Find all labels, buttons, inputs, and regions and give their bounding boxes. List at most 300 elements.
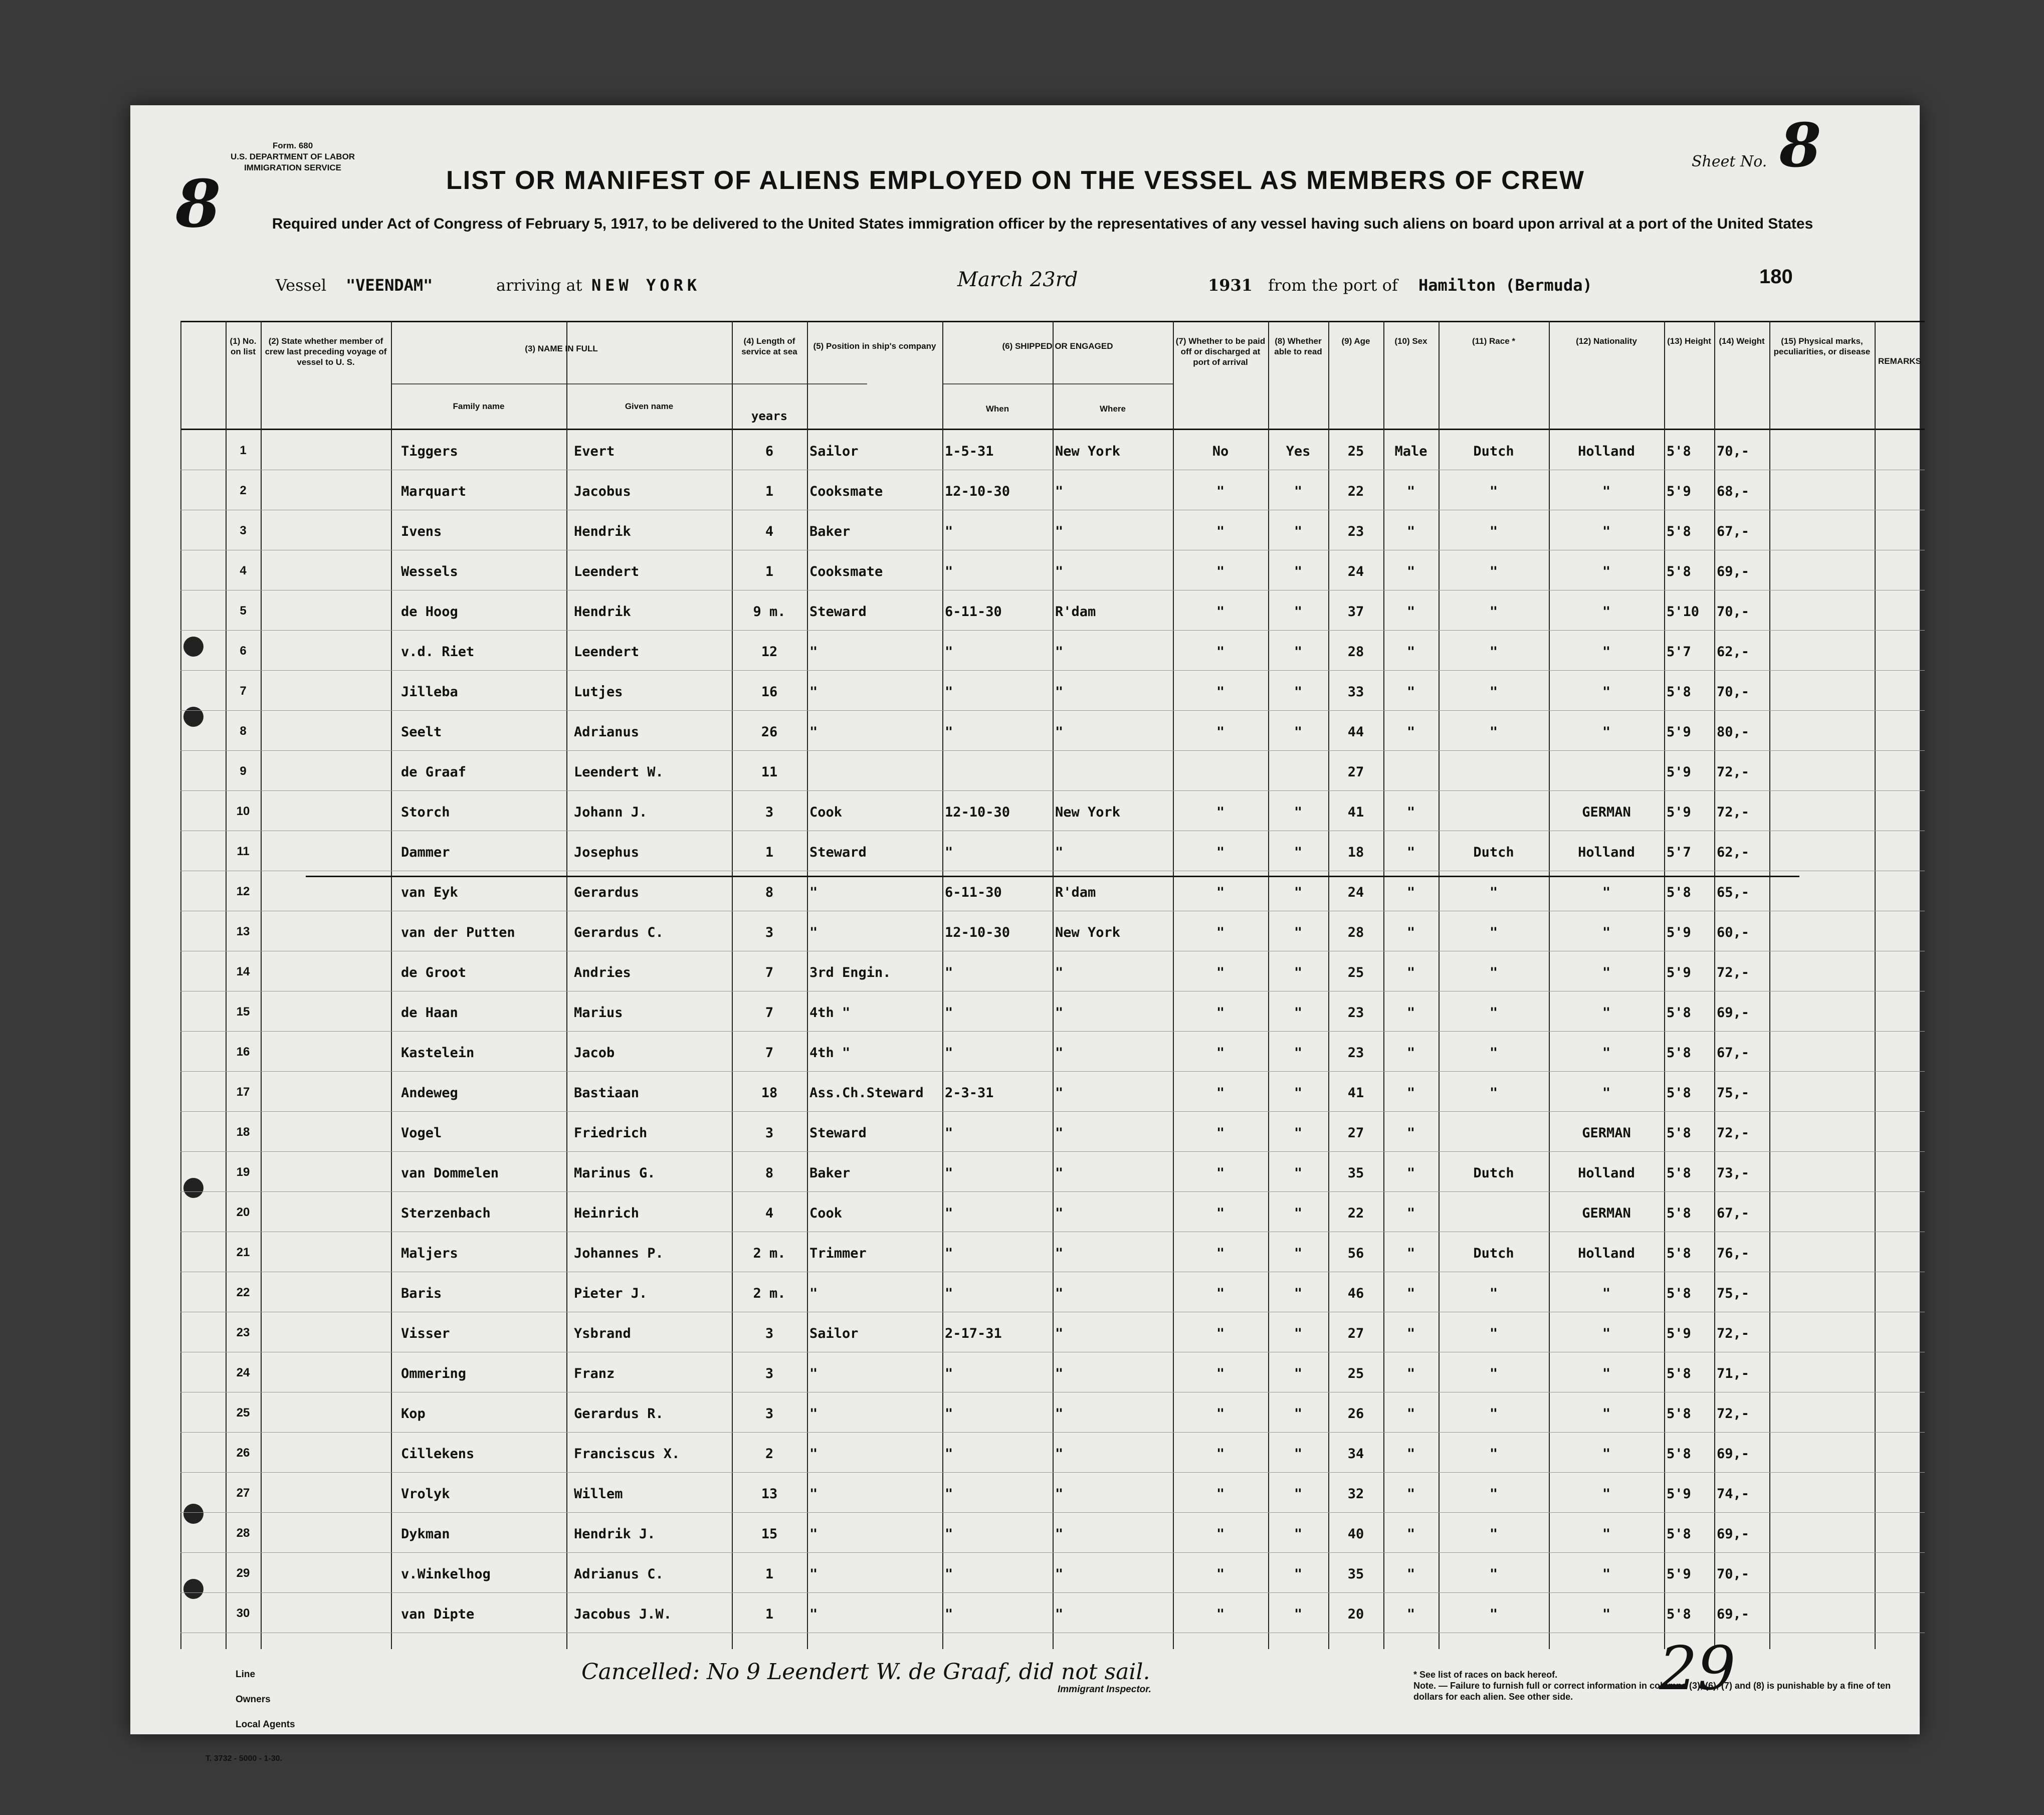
cell-service: 8 xyxy=(765,885,774,900)
arrival-port: NEW YORK xyxy=(591,276,701,295)
cell-when: 2-3-31 xyxy=(945,1085,994,1101)
cell-read: " xyxy=(1294,1246,1303,1261)
cell-where: " xyxy=(1055,524,1064,539)
cell-service: 1 xyxy=(765,484,774,499)
footer-notes xyxy=(1413,1669,1900,1702)
cell-race: " xyxy=(1489,644,1498,660)
cell-height: 5'8 xyxy=(1667,1286,1691,1301)
row-rule xyxy=(180,750,1925,751)
cell-position: 4th " xyxy=(809,1005,851,1021)
cell-no: 27 xyxy=(236,1486,250,1500)
cell-height: 5'10 xyxy=(1667,604,1700,620)
cell-height: 5'9 xyxy=(1667,764,1691,780)
header-remarks: REMARKS xyxy=(1878,356,1921,366)
cell-service: 2 xyxy=(765,1446,774,1462)
cell-read: Yes xyxy=(1286,444,1311,459)
cell-given: Jacobus xyxy=(574,484,631,499)
cell-given: Gerardus xyxy=(574,885,640,900)
cell-age: 40 xyxy=(1347,1526,1364,1542)
cell-when: " xyxy=(945,1246,953,1261)
cell-weight: 72,- xyxy=(1717,965,1750,980)
header-when: When xyxy=(985,404,1009,414)
cell-height: 5'8 xyxy=(1667,1406,1691,1422)
cell-nat: " xyxy=(1602,604,1611,620)
page-subtitle: Required under Act of Congress of February 5, 1917, to be delivered to the United States immigration officer by the representatives of any vessel having such aliens on board upon arrival at a port of the United States xyxy=(272,216,1813,232)
cell-race: " xyxy=(1489,524,1498,539)
header-shipped: (6) SHIPPED OR ENGAGED xyxy=(1002,341,1113,351)
cell-weight: 70,- xyxy=(1717,604,1750,620)
cell-nat: " xyxy=(1602,1286,1611,1301)
department-name: U.S. DEPARTMENT OF LABOR xyxy=(231,152,355,161)
row-rule xyxy=(180,1031,1925,1032)
cell-sex: " xyxy=(1406,524,1415,539)
cell-position: Ass.Ch.Steward xyxy=(809,1085,924,1101)
cell-age: 25 xyxy=(1347,1366,1364,1381)
cell-given: Lutjes xyxy=(574,684,623,700)
passenger-count: 180 xyxy=(1759,266,1793,288)
row-rule xyxy=(180,1512,1925,1513)
cell-when: 12-10-30 xyxy=(945,804,1010,820)
cell-when: " xyxy=(945,1045,953,1061)
cell-race: " xyxy=(1489,925,1498,940)
cell-nat: " xyxy=(1602,1326,1611,1341)
cell-service: 26 xyxy=(761,724,778,740)
cell-where: " xyxy=(1055,1486,1064,1502)
cell-sex: " xyxy=(1406,1005,1415,1021)
cell-no: 13 xyxy=(236,925,250,938)
cell-sex: " xyxy=(1406,1366,1415,1381)
row-rule xyxy=(180,1071,1925,1072)
cell-given: Gerardus R. xyxy=(574,1406,664,1422)
header-position: (5) Position in ship's company xyxy=(813,341,936,351)
cell-race: " xyxy=(1489,885,1498,900)
cell-when: 1-5-31 xyxy=(945,444,994,459)
cell-read: " xyxy=(1294,965,1303,980)
cell-nat: " xyxy=(1602,925,1611,940)
cell-service: 3 xyxy=(765,1406,774,1422)
cell-paid: " xyxy=(1216,724,1225,740)
cell-height: 5'8 xyxy=(1667,1366,1691,1381)
header-paid-off: (7) Whether to be paid off or discharged at port of arrival xyxy=(1175,336,1266,367)
cell-given: Pieter J. xyxy=(574,1286,648,1301)
cell-given: Josephus xyxy=(574,845,640,860)
footer-agents-label: Local Agents xyxy=(236,1719,295,1730)
cell-race: " xyxy=(1489,684,1498,700)
cell-age: 24 xyxy=(1347,564,1364,579)
cell-where: " xyxy=(1055,1246,1064,1261)
cell-paid: " xyxy=(1216,1286,1225,1301)
form-number: Form. 680 xyxy=(272,141,313,150)
cell-race: Dutch xyxy=(1473,1165,1514,1181)
cell-service: 18 xyxy=(761,1085,778,1101)
cell-age: 27 xyxy=(1347,764,1364,780)
cell-height: 5'8 xyxy=(1667,1045,1691,1061)
cell-position: " xyxy=(809,644,818,660)
cell-family: van Dipte xyxy=(401,1606,475,1622)
cell-when: " xyxy=(945,1366,953,1381)
cell-given: Evert xyxy=(574,444,615,459)
cell-weight: 72,- xyxy=(1717,764,1750,780)
cell-race: " xyxy=(1489,1446,1498,1462)
cell-no: 4 xyxy=(240,564,247,577)
cell-height: 5'8 xyxy=(1667,1205,1691,1221)
cell-race: " xyxy=(1489,604,1498,620)
cell-when: 2-17-31 xyxy=(945,1326,1002,1341)
cell-sex: " xyxy=(1406,1045,1415,1061)
cell-nat: " xyxy=(1602,965,1611,980)
cell-age: 46 xyxy=(1347,1286,1364,1301)
cell-read: " xyxy=(1294,1366,1303,1381)
cell-paid: " xyxy=(1216,965,1225,980)
cell-read: " xyxy=(1294,1205,1303,1221)
cell-age: 24 xyxy=(1347,885,1364,900)
cell-nat: " xyxy=(1602,1606,1611,1622)
cell-paid: " xyxy=(1216,564,1225,579)
cell-nat: Holland xyxy=(1578,1165,1635,1181)
cell-family: Andeweg xyxy=(401,1085,458,1101)
cell-family: Cillekens xyxy=(401,1446,475,1462)
header-sex: (10) Sex xyxy=(1394,336,1427,346)
cell-read: " xyxy=(1294,644,1303,660)
cell-when: " xyxy=(945,564,953,579)
header-where: Where xyxy=(1100,404,1126,414)
header-physical-marks: (15) Physical marks, peculiarities, or disease xyxy=(1773,336,1871,356)
cell-position: Cook xyxy=(809,804,843,820)
cell-nat: " xyxy=(1602,484,1611,499)
sheet-number: 8 xyxy=(1779,110,1821,181)
cell-height: 5'8 xyxy=(1667,1005,1691,1021)
cell-when: " xyxy=(945,1165,953,1181)
cell-age: 41 xyxy=(1347,804,1364,820)
cell-family: Seelt xyxy=(401,724,442,740)
cell-nat: " xyxy=(1602,1406,1611,1422)
cell-paid: " xyxy=(1216,925,1225,940)
row-rule xyxy=(180,1432,1925,1433)
cell-where: " xyxy=(1055,1085,1064,1101)
manifest-sheet xyxy=(130,105,1921,1763)
cell-where: New York xyxy=(1055,804,1121,820)
cell-where: " xyxy=(1055,1326,1064,1341)
cell-family: de Graaf xyxy=(401,764,467,780)
cell-nat: " xyxy=(1602,1045,1611,1061)
cell-service: 13 xyxy=(761,1486,778,1502)
cell-age: 27 xyxy=(1347,1125,1364,1141)
cell-read: " xyxy=(1294,724,1303,740)
cell-family: Dykman xyxy=(401,1526,450,1542)
cell-paid: " xyxy=(1216,524,1225,539)
cell-given: Andries xyxy=(574,965,631,980)
cell-sex: " xyxy=(1406,1246,1415,1261)
cell-paid: " xyxy=(1216,1606,1225,1622)
cell-height: 5'8 xyxy=(1667,564,1691,579)
cell-sex: " xyxy=(1406,1326,1415,1341)
cell-where: " xyxy=(1055,484,1064,499)
crew-table xyxy=(180,321,1925,1649)
cell-height: 5'9 xyxy=(1667,1486,1691,1502)
cell-race: " xyxy=(1489,1085,1498,1101)
page-title: LIST OR MANIFEST OF ALIENS EMPLOYED ON THE VESSEL AS MEMBERS OF CREW xyxy=(446,166,1585,195)
cell-position: " xyxy=(809,1446,818,1462)
cell-when: " xyxy=(945,965,953,980)
cell-service: 3 xyxy=(765,804,774,820)
cell-read: " xyxy=(1294,1085,1303,1101)
cell-sex: " xyxy=(1406,965,1415,980)
cell-sex: " xyxy=(1406,804,1415,820)
cell-read: " xyxy=(1294,684,1303,700)
cell-read: " xyxy=(1294,524,1303,539)
cell-read: " xyxy=(1294,1165,1303,1181)
cell-given: Bastiaan xyxy=(574,1085,640,1101)
cell-paid: " xyxy=(1216,1045,1225,1061)
cell-given: Heinrich xyxy=(574,1205,640,1221)
cell-where: " xyxy=(1055,684,1064,700)
cell-position: Cooksmate xyxy=(809,484,883,499)
header-given-name: Given name xyxy=(625,401,674,411)
cell-service: 1 xyxy=(765,845,774,860)
cell-family: van Dommelen xyxy=(401,1165,499,1181)
cell-given: Gerardus C. xyxy=(574,925,664,940)
cell-service: 1 xyxy=(765,1566,774,1582)
cell-weight: 62,- xyxy=(1717,845,1750,860)
cell-no: 14 xyxy=(236,965,250,978)
cell-paid: " xyxy=(1216,1406,1225,1422)
handwritten-sheet-number: 8 xyxy=(175,165,221,242)
cell-paid: " xyxy=(1216,804,1225,820)
cell-where: R'dam xyxy=(1055,604,1096,620)
cell-service: 2 m. xyxy=(753,1286,786,1301)
row-rule xyxy=(180,710,1925,711)
cell-family: de Groot xyxy=(401,965,467,980)
cell-nat: " xyxy=(1602,1566,1611,1582)
cell-no: 26 xyxy=(236,1446,250,1460)
cell-nat: " xyxy=(1602,684,1611,700)
cell-no: 30 xyxy=(236,1606,250,1620)
header-nationality: (12) Nationality xyxy=(1576,336,1637,346)
row-rule xyxy=(180,1552,1925,1553)
cell-where: " xyxy=(1055,724,1064,740)
cell-when: " xyxy=(945,724,953,740)
cell-family: Sterzenbach xyxy=(401,1205,491,1221)
cell-sex: " xyxy=(1406,484,1415,499)
cell-read: " xyxy=(1294,1326,1303,1341)
cell-age: 56 xyxy=(1347,1246,1364,1261)
cell-paid: " xyxy=(1216,845,1225,860)
cell-family: van der Putten xyxy=(401,925,515,940)
cell-family: Jilleba xyxy=(401,684,458,700)
cell-age: 27 xyxy=(1347,1326,1364,1341)
cell-weight: 69,- xyxy=(1717,1606,1750,1622)
cell-sex: " xyxy=(1406,1125,1415,1141)
cell-paid: " xyxy=(1216,684,1225,700)
cell-position: Trimmer xyxy=(809,1246,867,1261)
cell-when: 6-11-30 xyxy=(945,885,1002,900)
sheet-label: Sheet No. xyxy=(1692,153,1767,170)
cell-read: " xyxy=(1294,1406,1303,1422)
cell-weight: 71,- xyxy=(1717,1366,1750,1381)
cell-no: 15 xyxy=(236,1005,250,1019)
cell-weight: 69,- xyxy=(1717,564,1750,579)
cell-where: " xyxy=(1055,1566,1064,1582)
cell-nat: GERMAN xyxy=(1582,1205,1631,1221)
cell-no: 12 xyxy=(236,885,250,898)
cell-sex: " xyxy=(1406,1085,1415,1101)
cell-when: " xyxy=(945,1486,953,1502)
cell-age: 35 xyxy=(1347,1566,1364,1582)
cell-family: Tiggers xyxy=(401,444,458,459)
cell-age: 22 xyxy=(1347,484,1364,499)
cell-read: " xyxy=(1294,564,1303,579)
cell-where: " xyxy=(1055,1045,1064,1061)
header-length-service: (4) Length of service at sea xyxy=(741,336,797,356)
cell-no: 18 xyxy=(236,1125,250,1139)
cell-position: " xyxy=(809,1366,818,1381)
cell-no: 19 xyxy=(236,1165,250,1179)
cell-age: 33 xyxy=(1347,684,1364,700)
cell-position: Cooksmate xyxy=(809,564,883,579)
header-years-unit: years xyxy=(751,409,788,423)
cell-sex: " xyxy=(1406,644,1415,660)
cell-family: v.Winkelhog xyxy=(401,1566,491,1582)
cell-weight: 65,- xyxy=(1717,885,1750,900)
cell-nat: Holland xyxy=(1578,845,1635,860)
row-rule xyxy=(180,1151,1925,1152)
cell-service: 1 xyxy=(765,564,774,579)
cell-age: 26 xyxy=(1347,1406,1364,1422)
cell-race: " xyxy=(1489,484,1498,499)
cell-race: " xyxy=(1489,1606,1498,1622)
cell-when: " xyxy=(945,524,953,539)
cell-race: " xyxy=(1489,1005,1498,1021)
cell-service: 7 xyxy=(765,1045,774,1061)
cell-service: 7 xyxy=(765,1005,774,1021)
cell-where: " xyxy=(1055,1526,1064,1542)
cell-when: " xyxy=(945,1125,953,1141)
cell-sex: " xyxy=(1406,1566,1415,1582)
cell-given: Johann J. xyxy=(574,804,648,820)
cell-service: 15 xyxy=(761,1526,778,1542)
cell-nat: " xyxy=(1602,564,1611,579)
cell-family: Kastelein xyxy=(401,1045,475,1061)
cell-read: " xyxy=(1294,1606,1303,1622)
cell-when: " xyxy=(945,845,953,860)
cell-race: " xyxy=(1489,1045,1498,1061)
cell-when: " xyxy=(945,644,953,660)
footer-fine-note: Note. — Failure to furnish full or correct information in columns (3), (6), (7) and (8) is punishable by a fine of ten dollars for each alien. See other side. xyxy=(1413,1681,1891,1702)
cell-when: " xyxy=(945,1526,953,1542)
cell-no: 2 xyxy=(240,484,247,497)
cell-family: Baris xyxy=(401,1286,442,1301)
cell-where: " xyxy=(1055,1125,1064,1141)
cell-when: " xyxy=(945,1566,953,1582)
cell-where: " xyxy=(1055,845,1064,860)
cell-sex: " xyxy=(1406,885,1415,900)
cell-where: New York xyxy=(1055,925,1121,940)
cell-position: Baker xyxy=(809,524,851,539)
footer-owners-label: Owners xyxy=(236,1694,271,1705)
cell-weight: 69,- xyxy=(1717,1005,1750,1021)
cell-no: 23 xyxy=(236,1326,250,1339)
row-rule xyxy=(180,1472,1925,1473)
cell-height: 5'8 xyxy=(1667,1085,1691,1101)
cell-service: 16 xyxy=(761,684,778,700)
cell-where: " xyxy=(1055,1205,1064,1221)
cell-paid: " xyxy=(1216,1205,1225,1221)
cell-position: Baker xyxy=(809,1165,851,1181)
cell-height: 5'7 xyxy=(1667,845,1691,860)
cell-race: " xyxy=(1489,1486,1498,1502)
cell-when: " xyxy=(945,1606,953,1622)
header-family-name: Family name xyxy=(453,401,505,411)
cell-read: " xyxy=(1294,1286,1303,1301)
cell-read: " xyxy=(1294,925,1303,940)
cell-nat: " xyxy=(1602,1085,1611,1101)
cell-where: New York xyxy=(1055,444,1121,459)
cell-nat: " xyxy=(1602,1366,1611,1381)
cell-position: Steward xyxy=(809,1125,867,1141)
cell-nat: GERMAN xyxy=(1582,804,1631,820)
cell-where: " xyxy=(1055,1446,1064,1462)
cell-sex: " xyxy=(1406,1486,1415,1502)
cell-race: " xyxy=(1489,1406,1498,1422)
cell-weight: 70,- xyxy=(1717,684,1750,700)
arriving-label: arriving at xyxy=(496,276,582,295)
cell-given: Franciscus X. xyxy=(574,1446,680,1462)
cell-weight: 62,- xyxy=(1717,644,1750,660)
cell-sex: " xyxy=(1406,564,1415,579)
cell-read: " xyxy=(1294,1045,1303,1061)
cell-where: " xyxy=(1055,1005,1064,1021)
cell-nat: GERMAN xyxy=(1582,1125,1631,1141)
cell-height: 5'8 xyxy=(1667,524,1691,539)
cell-read: " xyxy=(1294,845,1303,860)
cell-nat: " xyxy=(1602,1005,1611,1021)
cell-position: " xyxy=(809,885,818,900)
cell-given: Leendert xyxy=(574,564,640,579)
cancellation-note: Cancelled: No 9 Leendert W. de Graaf, did not sail. xyxy=(581,1659,1150,1685)
cell-weight: 76,- xyxy=(1717,1246,1750,1261)
cell-position: " xyxy=(809,1286,818,1301)
cell-where: " xyxy=(1055,644,1064,660)
cell-paid: " xyxy=(1216,1005,1225,1021)
cell-where: " xyxy=(1055,965,1064,980)
cell-age: 23 xyxy=(1347,1005,1364,1021)
row-rule xyxy=(180,630,1925,631)
cell-age: 25 xyxy=(1347,965,1364,980)
cell-position: " xyxy=(809,925,818,940)
cell-weight: 60,- xyxy=(1717,925,1750,940)
cell-family: Vogel xyxy=(401,1125,442,1141)
cell-nat: " xyxy=(1602,885,1611,900)
cell-height: 5'8 xyxy=(1667,885,1691,900)
cell-height: 5'8 xyxy=(1667,684,1691,700)
cell-family: Kop xyxy=(401,1406,426,1422)
cell-family: Ivens xyxy=(401,524,442,539)
cell-family: Vrolyk xyxy=(401,1486,450,1502)
cell-position: Cook xyxy=(809,1205,843,1221)
cell-service: 9 m. xyxy=(753,604,786,620)
cell-race: Dutch xyxy=(1473,1246,1514,1261)
cell-read: " xyxy=(1294,885,1303,900)
header-height: (13) Height xyxy=(1667,336,1711,346)
cell-height: 5'8 xyxy=(1667,444,1691,459)
cell-where: " xyxy=(1055,1366,1064,1381)
arrival-year: 1931 xyxy=(1208,276,1253,295)
cell-paid: " xyxy=(1216,1246,1225,1261)
cell-when: " xyxy=(945,684,953,700)
cell-paid: " xyxy=(1216,1526,1225,1542)
cell-service: 2 m. xyxy=(753,1246,786,1261)
form-identifier xyxy=(231,140,355,173)
